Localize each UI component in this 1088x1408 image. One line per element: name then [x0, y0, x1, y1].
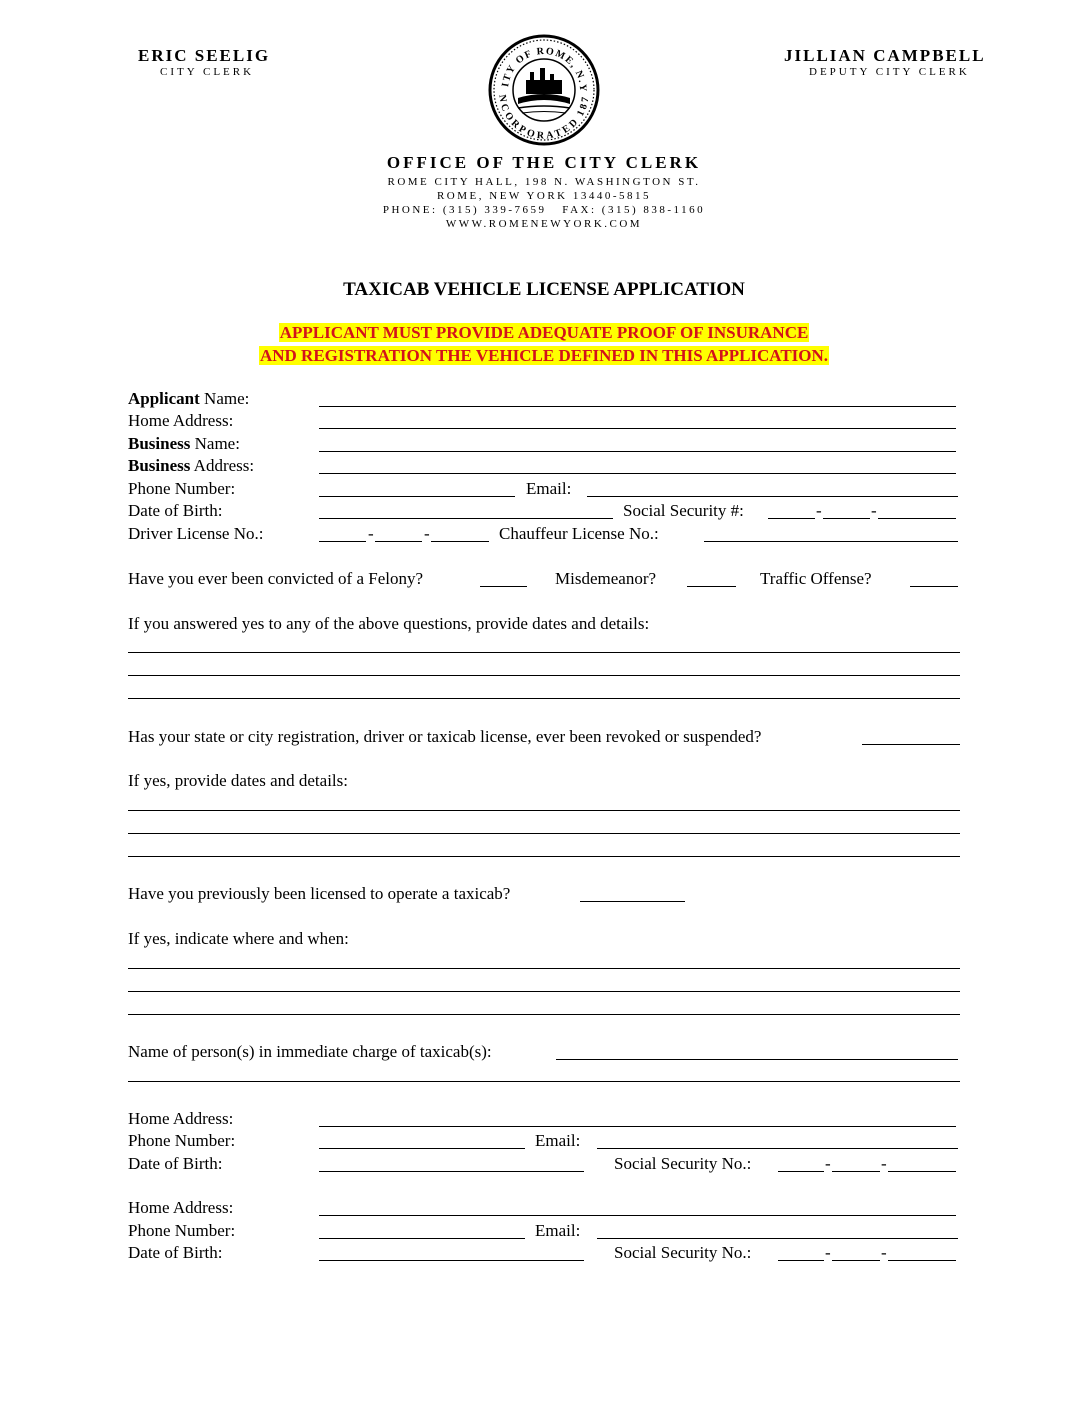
misdemeanor-answer-field[interactable] — [687, 586, 736, 587]
person2-home-address-field[interactable] — [319, 1215, 956, 1216]
phone-label: Phone Number: — [128, 479, 236, 498]
business-address-label: Business Address: — [128, 456, 255, 475]
person1-ssn-field-3[interactable] — [888, 1171, 956, 1172]
office-website: WWW.ROMENEWYORK.COM — [445, 218, 643, 230]
convictions-details-line[interactable] — [128, 698, 960, 699]
convictions-details-line[interactable] — [128, 652, 960, 653]
home-address-label: Home Address: — [128, 411, 234, 430]
misdemeanor-question: Misdemeanor? — [555, 569, 657, 588]
person2-ssn-field-3[interactable] — [888, 1260, 956, 1261]
person2-email-field[interactable] — [597, 1238, 958, 1239]
deputy-clerk-name: JILLIAN CAMPBELL — [784, 46, 986, 65]
person1-dob-label: Date of Birth: — [128, 1154, 223, 1173]
person1-ssn-field-2[interactable] — [832, 1171, 880, 1172]
where-when-line[interactable] — [128, 968, 960, 969]
person1-email-field[interactable] — [597, 1148, 958, 1149]
deputy-clerk-title: DEPUTY CITY CLERK — [809, 66, 970, 78]
convictions-details-prompt: If you answered yes to any of the above questions, provide dates and details: — [128, 614, 650, 633]
driver-license-label: Driver License No.: — [128, 524, 264, 543]
ssn-field-3[interactable] — [878, 518, 956, 519]
convictions-details-line[interactable] — [128, 675, 960, 676]
person2-email-label: Email: — [535, 1221, 581, 1240]
person2-ssn-field-2[interactable] — [832, 1260, 880, 1261]
where-when-line[interactable] — [128, 1014, 960, 1015]
business-address-field[interactable] — [319, 473, 956, 474]
seal-illustration-icon — [518, 68, 570, 113]
ssn-label: Social Security #: — [623, 501, 744, 520]
felony-question: Have you ever been convicted of a Felony? — [128, 569, 424, 588]
person1-ssn-field-1[interactable] — [778, 1171, 824, 1172]
business-name-label: Business Name: — [128, 434, 240, 453]
revoked-details-prompt: If yes, provide dates and details: — [128, 771, 348, 790]
persons-in-charge-line[interactable] — [128, 1081, 960, 1082]
chauffeur-license-label: Chauffeur License No.: — [499, 524, 659, 543]
form-title: TAXICAB VEHICLE LICENSE APPLICATION — [343, 279, 745, 300]
person1-home-address-field[interactable] — [319, 1126, 956, 1127]
felony-answer-field[interactable] — [480, 586, 527, 587]
office-phone-fax: PHONE: (315) 339-7659 FAX: (315) 838-1160 — [382, 204, 706, 216]
ssn-field-2[interactable] — [823, 518, 870, 519]
revoked-details-line[interactable] — [128, 833, 960, 834]
person2-phone-label: Phone Number: — [128, 1221, 236, 1240]
person2-ssn-label: Social Security No.: — [614, 1243, 752, 1262]
insurance-warning-line-2: AND REGISTRATION THE VEHICLE DEFINED IN THIS APPLICATION. — [259, 346, 829, 365]
driver-license-field-3[interactable] — [431, 541, 489, 542]
person1-ssn-label: Social Security No.: — [614, 1154, 752, 1173]
person2-phone-field[interactable] — [319, 1238, 525, 1239]
ssn-field-1[interactable] — [768, 518, 815, 519]
office-title: OFFICE OF THE CITY CLERK — [386, 153, 702, 172]
where-when-prompt: If yes, indicate where and when: — [128, 929, 349, 948]
person1-email-label: Email: — [535, 1131, 581, 1150]
persons-in-charge-field[interactable] — [556, 1059, 958, 1060]
seal-top-text: ITY OF ROME, N.Y — [500, 45, 589, 93]
city-seal — [488, 34, 600, 146]
home-address-field[interactable] — [319, 428, 956, 429]
applicant-name-field[interactable] — [319, 406, 956, 407]
business-name-field[interactable] — [319, 451, 956, 452]
chauffeur-license-field[interactable] — [704, 541, 958, 542]
email-label: Email: — [526, 479, 572, 498]
revoked-details-line[interactable] — [128, 856, 960, 857]
revoked-answer-field[interactable] — [862, 744, 960, 745]
driver-license-field-1[interactable] — [319, 541, 366, 542]
person2-dob-label: Date of Birth: — [128, 1243, 223, 1262]
previously-licensed-answer-field[interactable] — [580, 901, 685, 902]
person2-dob-field[interactable] — [319, 1260, 584, 1261]
applicant-name-label: Applicant Name: — [128, 389, 250, 408]
phone-field[interactable] — [319, 496, 515, 497]
person1-home-address-label: Home Address: — [128, 1109, 234, 1128]
person2-home-address-label: Home Address: — [128, 1198, 234, 1217]
person2-ssn-field-1[interactable] — [778, 1260, 824, 1261]
revoked-question: Has your state or city registration, driver or taxicab license, ever been revoked or suspended? — [128, 727, 762, 746]
office-address-2: ROME, NEW YORK 13440-5815 — [436, 190, 652, 202]
traffic-offense-answer-field[interactable] — [910, 586, 958, 587]
previously-licensed-question: Have you previously been licensed to operate a taxicab? — [128, 884, 511, 903]
dob-label: Date of Birth: — [128, 501, 223, 520]
where-when-line[interactable] — [128, 991, 960, 992]
revoked-details-line[interactable] — [128, 810, 960, 811]
persons-in-charge-question: Name of person(s) in immediate charge of taxicab(s): — [128, 1042, 492, 1061]
person1-phone-label: Phone Number: — [128, 1131, 236, 1150]
clerk-title: CITY CLERK — [160, 66, 255, 78]
clerk-name: ERIC SEELIG — [138, 46, 271, 65]
dob-field[interactable] — [319, 518, 613, 519]
email-field[interactable] — [587, 496, 958, 497]
driver-license-field-2[interactable] — [375, 541, 422, 542]
person1-dob-field[interactable] — [319, 1171, 584, 1172]
office-address-1: ROME CITY HALL, 198 N. WASHINGTON ST. — [387, 176, 701, 188]
traffic-offense-question: Traffic Offense? — [760, 569, 872, 588]
person1-phone-field[interactable] — [319, 1148, 525, 1149]
insurance-warning-line-1: APPLICANT MUST PROVIDE ADEQUATE PROOF OF INSURANCE — [279, 323, 809, 342]
seal-bottom-text: NCORPORATED 187 — [496, 93, 592, 142]
